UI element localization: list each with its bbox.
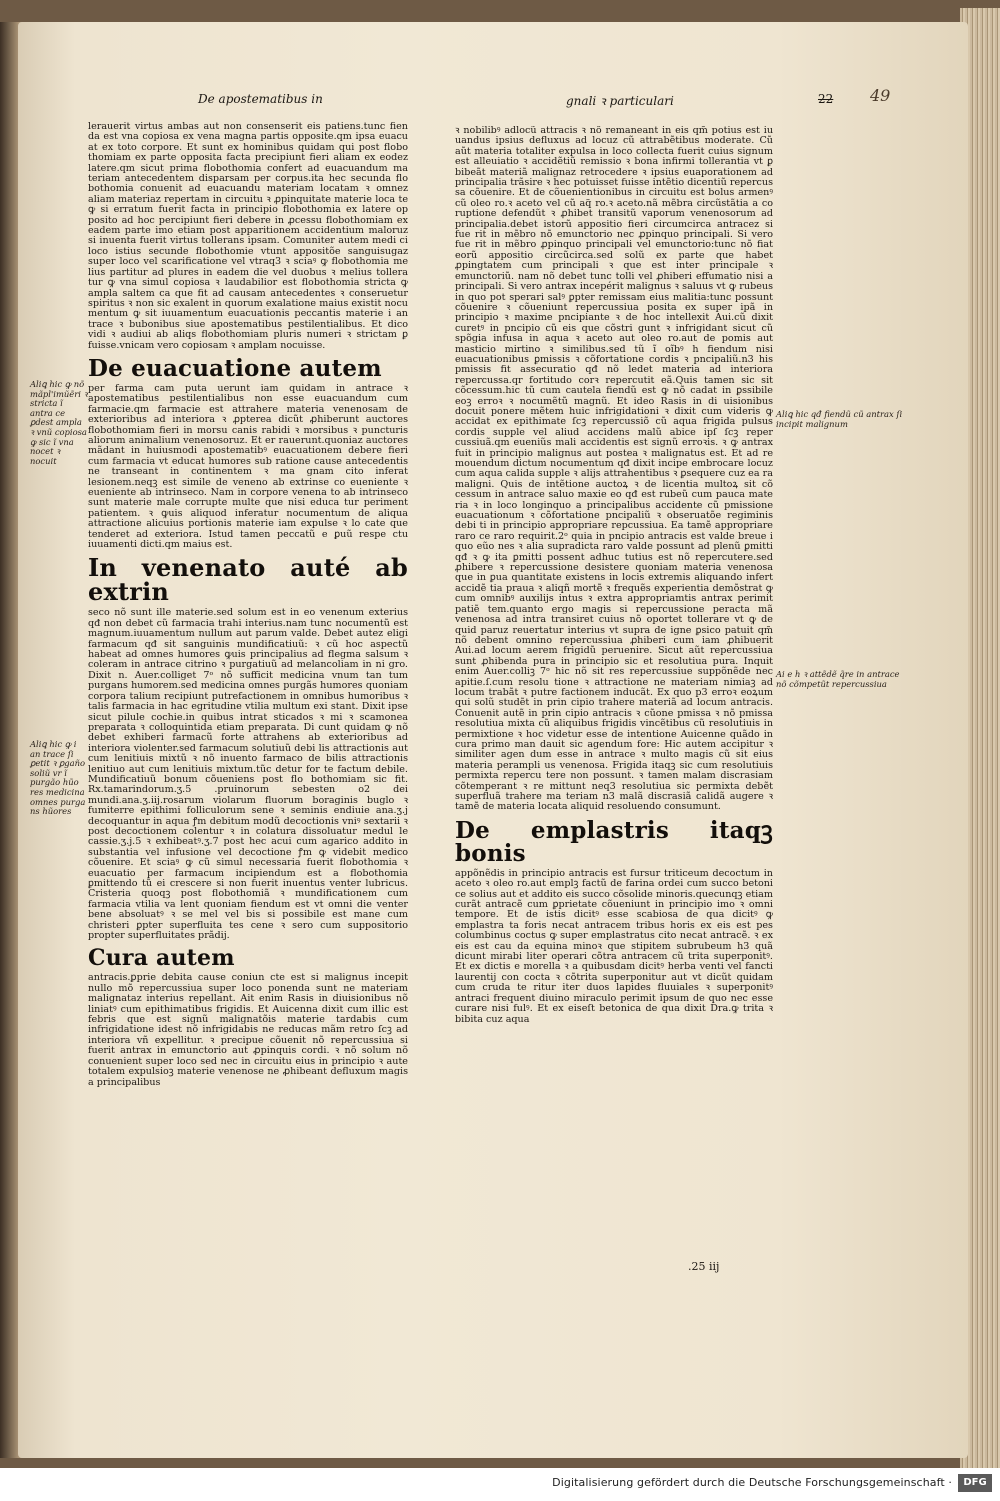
running-head-center: gnali ꝛ particulari [566, 94, 674, 108]
left-paragraph-2: per farma cam puta uerunt iam quidam in antrace ꝛ apostematibus pestilentialibus non esse euacuandum cum farmacie.qm farmacie est attrahere materia venenosam de exterioribus ad interiora ꝛ ꝓptereа dicũt ꝓhiberunt auctores flobothomiam fieri in morsu canis rabidi ꝛ morsibus ꝛ puncturis aliorum animalium venenosoruz. Et er rauerunt.quoniaz auctores mãdant in huiusmodi apostematibꝰ euacuationem debere fieri cum farmacia vt educat humores sub ratione cause antecedentis ne transeant in continentem ꝛ ma gnam cito inferat lesionem.neqꝫ est simile de veneno ab extrinse co eueniente ꝛ eueniente ab intrinseco. Nam in corpore venena to ab intrinseco sunt materie male corrupte multe que nisi educa tur periment patientem. ꝛ ꝙuis aliquod inferatur nocumentum de aliqua attractione alicuius portionis materie iam expulse ꝛ lo cate que tenderet ad exteriora. Istud tamen peccatũ e ꝑuũ respe ctu iuuamenti dicti.qm maius est. [88, 382, 408, 551]
heading-de-euacuatione: De euacuatione autem [88, 354, 382, 382]
show-through-note-lower [876, 917, 954, 957]
right-text-column [455, 126, 773, 1256]
book-page [18, 22, 968, 1458]
attribution-bar [0, 1468, 1000, 1501]
signature-mark: .25 iij [688, 1260, 720, 1273]
heading-de-emplastris: De emplastris itaqꝫ bonis [455, 816, 773, 867]
heading-in-venenato: In venenato auté ab extrin [88, 553, 408, 607]
left-paragraph-3: seco nõ sunt ille materie.sed solum est in eo venenum exterius qđ non debet cũ farmacia trahi interius.nam tunc nocumentũ est magnum.iuuamentum nullum aut parum valde. Debet autez eligi farmacum qđ sit sanguinis mundificatiuũ: ꝛ cũ hoc aspectũ habeat ad omnes humores ꝙuis principalius ad flegma salsum ꝛ coleram in antrace citrino ꝛ purgatiuũ ad melancoliam in ni gro. Dixit n. Auer.colliget 7ᵒ nõ sufficit medicina vnum tan tum purgans humorem.sed medicina omnes purgãs humores quoniam corpora talium recipiunt putrefactionem in omnibus humoribus ꝛ talis farmacia in hac egritudine vtilia multum exi stant. Dixit ipse sicut pilule cochie.in quibus intrat sticados ꝛ mi ꝛ scamonea preparata ꝛ colloquintida etiam preparata. Di cunt quidam ꝙ nõ debet exhiberi farmacũ forte attrahens ab exterioribus ad interiora violenter.sed farmacum solutiuũ debi lis attractionis aut cum lenitiuis mixtũ ꝛ nõ inuento farmaco de bilis attractionis lenitiuo aut cum lenitiuis mixtum.tũc detur for te factum debile. Mundificatiuũ bonum cõueniens post flo bothomiam sic fit. Rx.tamarindorum.ʒ.5 .pruinorum sebesten o2 dei mundi.ana.ʒ.iij.rosarum violarum fluorum boraginis buglo ꝛ fumiterre epithimi folliculorum sene ꝛ seminis endiuie ana.ʒ.j decoquantur in aqua ꝭm debitum modũ decoctionis vniꝰ sextarii ꝛ post decoctionem colentur ꝛ in colatura dissoluatur medul le cassie.ʒ.j.5 ꝛ exhibeatꝰ.ʒ.7 post hec acui cum agarico addito in substantia vel infusione vel decoctione ꝭm ꝙ videbit medico cõuenire. Et sciaꝰ ꝙ cũ simul necessaria fuerit flobothomia ꝛ euacuatio per farmacum incipiendum est a flobothomia ꝑmittendo tũ ei crescere si non fuerit inuentus venter lubricus. Cristeria quoqꝫ post flobothomiã ꝛ mundificationem cum farmacia vtilia va lent quoniam fiendum est vt omni die venter bene absoluatꝰ ꝛ se mel vel bis si possibile est mane cum christeri ꝑpter superfluita tes cene ꝛ sero cum suppositorio propter superfluitates prãdij. [88, 607, 408, 942]
attribution-text: Digitalisierung gefördert durch die Deutsche Forschungsgemeinschaft · [552, 1476, 952, 1489]
right-paragraph-2: appõnẽdis in principio antracis est fursur triticeum decoctum in aceto ꝛ oleo ro.aut emplꝫ factũ de farina ordei cum succo betoni ce solius aut et addito eis succo cõsolide minoris.quecunqꝫ etiam curãt antracẽ cum ꝑprietate cõueniunt in principio imo ꝛ omni tempore. Et de istis dicitꝰ esse scabiosa de qua dicitꝰ ꝙ emplastra ta foris necat antracem tribus horis ex eis est pes columbinus coctus ꝙ super emplastratus cito necat antracẽ. ꝛ ex eis est cau da equina minoꝛ que stipitem subrubeum h3 quã dicunt mirabi liter operari cõtra antracem cũ trita superponitꝰ. Et ex dictis e morella ꝛ a quibusdam dicitꝰ herba venti vel fancti laurentij con cocta ꝛ cõtrita superponitur aut vt dicũt quidam cum cruda te ritur iter duos lapides fluuiales ꝛ superponitꝰ antraci frequent diuino miraculo perimit ipsum de quo nec esse curare nisi fulꝰ. Et ex eiseſt betonica de qua dixit Dra.ꝙ trita ꝛ bibita cuz aqua [455, 867, 773, 1025]
left-text-column [88, 122, 408, 1286]
margin-note-right-lower: Ai e h ꝛ attẽdẽ q̃re in antrace nõ cõmpetũt repercussiua [776, 669, 900, 689]
right-paragraph-1: ꝛ nobilibꝰ adlocũ attracis ꝛ nõ remaneant in eis qm̃ potius est iu uandus ipsius defluxus ad locuz cũ attrabẽtibus moderate. Cũ aũt materia totaliter expulsa in loco collecta fuerit cuius signum est alleuiatio ꝛ accidẽtiũ remissio ꝛ bona infirmi tollerantia vt ꝑ bibeãt materiã malignaz retrocedere ꝛ ipsius euaporationem ad principalia trãsire ꝛ hec potuisset fuisse intẽtio dicentiũ repercus sa cõuenire. Et de cõuenientionibus in circuitu est bolus armenꝰ cũ oleo ro.ꝛ aceto vel cũ aq̃ ro.ꝛ aceto.nã mẽbra circũstãtia a co ruptione defendũt ꝛ ꝓhibet transitũ vaporum venenosorum ad principalia.debet istorũ appositio fieri circumcirca antracez si fue rit in mẽbro nõ emunctorio nec ꝓpinquo principali. Si vero fue rit in mẽbro ꝓpinquo principali vel emunctorio:tunc nõ fiat eorũ appositio circũcirca.sed solũ ex parte que habet ꝓpingtatem cum principali ꝛ que est inter principale ꝛ emunctoriũ. nam nõ debet tunc tolli vel ꝓhiberi effumatio nisi a principali. Si vero antrax incepérit malignus ꝛ saluus vt ꝙ rubeus in quo pot sperari salꝰ ꝑpter remissam eius malitia:tunc possunt cõuenire ꝛ cõueniunt repercussiua posita ex super ipã in principio ꝛ maxime pncipiante ꝛ de hoc intellexit Aui.cũ dixit curetꝰ in pncipio cũ eis que cõstri gunt ꝛ infrigidant sicut cũ spõgia infusa in aqua ꝛ aceto aut oleo ro.aut de pomis aut masticio mirtino ꝛ similibus.sed tũ ĩ oĩbꝰ h fiendum nisi euacuationibus ꝑmissis ꝛ cõfortatione cordis ꝛ pncipaliũ.n3 his pmissis fit assecuratio qđ nõ ledet materia ad interiora repercussa.qr fortitudo corꝛ repercutit eã.Quis tamen sic sit cõcessum.hic tũ cum cautela fiendũ est ꝙ nõ cadat in ꝑssibile eoꝫ erroꝛ ꝛ nocumẽtũ magnũ. Et ideo Rasis in di uisionibus docuit ponere mẽtem huic infrigidationi ꝛ dixit cum videris ꝙ accidat ex epithimate ſcꝫ repercussiõ cũ aqua frigida pulsus cordis supple vel aliud accidens malũ abice ipſ ſcꝫ reper cussiuã.qm eueniũs mali accidentis est signũ erroꝛis. ꝛ ꝙ antrax fuit in principio malignus aut postea ꝛ malignatus est. Et ad re mouendum dictum nocumentum qđ dixit incipe embrocare locuz cum aqua calida supple ꝛ alijs attrahentibus ꝛ ꝑsequere cuz ea ra maligni. Quis de intẽtione auctoꝝ ꝛ de licentia multoꝝ sit cõ cessum in antrace saluo maxie eo qđ est rubeũ cum pauca mate ria ꝛ in loco longinquo a principalibus accidente cũ pmissione euacuationum ꝛ cõfortatione pncipaliũ ꝛ obseruatõe regiminis debi ti in principio appropriare repcussiua. Ea tamẽ appropriare raro ce raro requirit.2ᵒ quia in pncipio antracis est valde breue i quo eũo nes ꝛ alia supradicta raro valde possunt ad plenũ ꝑmitti qđ ꝛ ꝙ ita ꝑmitti possent adhuc tutius est nõ repercutere.sed ꝓhibere ꝛ repercussione desistere quoniam materia venenosa que in ꝑua quantitate existens in locis extremis aliquando infert accidẽ tia praua ꝛ aliqñ mortẽ ꝛ frequẽs experientia demõstrat ꝙ cum omnibꝰ auxilijs intus ꝛ extra appropriamtis antrax perimit patiẽ tem.quanto ergo magis si repercussione peracta mã venenosa ad intra transiret cuius nõ oportet tollerare vt ꝙ de quid paruz reuertatur interius vt supra de igne ꝑsico patuit qm̃ nõ debent omnino repercussiua ꝓhiberi cum iam ꝓhibuerit Aui.ad locum aerem frigidũ peruenire. Sicut aũt repercussiua sunt ꝓhibenda pura in principio sic et resolutiua pura. Inquit enim Auer.colliꝫ 7ᵒ hic nõ sit res repercussiue suppõnẽde nec apitie.ſ.cum resolu tione ꝛ attractione ne materiam nimiaꝫ ad locum trabãt ꝛ putre factionem inducãt. Ex quo p3 erroꝛ eoꝝum qui solũ studẽt in prin cipio trahere materiã ad locum antracis. Conuenit autẽ in prin cipio antracis ꝛ cũone pmissa ꝛ nõ pmissa resolutiua mixta cũ aliquibus frigidis vincẽtibus cũ resolutiuis in permixtione ꝛ hoc videtur esse de intentione Auicenne quãdo in cura primo man dauit sic agendum fore: Hic autem accipitur ꝛ similiter agen dum esse in antrace ꝛ multo magis cũ sit eius materia perampli us venenosa. Frigida itaqꝫ sic cum resolutiuis permixta repercu tere non possunt. ꝛ tamen malam discrasiam cõtemperant ꝛ re mittunt neq3 resolutiua sic permixta debẽt superfluã trahere ma teriam n3 malã discrasiã calidã augere ꝛ tamẽ de materia locata aliquid resoluendo consumunt. [455, 126, 773, 813]
left-paragraph-1: lerauerit virtus ambas aut non consenserit eis patiens.tunc fien da est vna copiosa ex vena magna partis opposite.qm ipsa euacu at ex toto corpore. Et sunt ex hominibus quidam qui post flobo thomiam ex parte opposita facta precipiunt fieri aliam ex eodez latere.qm sicut prima flobothomia confert ad euacuandum ma teriam antecedentem disparsam per corpus.ita hec secunda flo bothomia conuenit ad euacuandu materiam locatam ꝛ omnez aliam materiaz repertam in circuitu ꝛ ꝓpinquitate materie loca te ꝙ si erratum fuerit facta in principio flobothomia ex latere op posito ad hoc percipiunt fieri debere in ꝓcessu flobothomiam ex eadem parte imo etiam post apparitionem accidentium maloruz si inuenta fuerit virtus tollerans ipsam. Comuniter autem medi ci loco istius secunde flobothomie vtunt appositõe sanguisugaz super loco vel scarificatione vel vtraq3 ꝛ sciaꝰ ꝙ flobothomia me lius partitur ad plures in eadem die vel duobus ꝛ melius tollera tur ꝙ vna simul copiosa ꝛ laudabilior est flobothomia stricta ꝙ ampla saltem ca que fit ad causam antecedentes ꝛ conseruetur spiritus ꝛ non sic exalent in quorum exalatione maius existit nocu mentum ꝙ sit iuuamentum euacuationis peccantis materie i an trace ꝛ bubonibus siue apostematibus pestilentialibus. Et dico vidi ꝛ audiui ab aliqs flobothomiam pluris numeri ꝛ strictam ꝑ fuisse.vnicam vero copiosam ꝛ amplam nocuisse. [88, 122, 408, 351]
margin-note-left-upper: Aliꝗ hic ꝙ nõ mãpl'imũẽri ꝛ stricta ĩ antra ce ꝑdest ampla ꝛ vnũ copiosa ꝙ sic ĩ vna nocet ꝛ nocuit [30, 379, 88, 466]
running-head-left: De apostematibus in [198, 92, 323, 106]
left-paragraph-4: antracis.ꝑprie debita cause coniun cte est si malignus incepit nullo mõ repercussiua super loco ponenda sunt ne materiam malignataz interius repellant. Ait enim Rasis in diuisionibus nõ liniatꝰ cum epithimatibus frigidis. Et Auicenna dixit cum illic est febris que est signũ malignatõis materie tardabis cum infrigidatione idest nõ infrigidabis ne reducas mãm retro ſcꝫ ad interiora vñ expellitur. ꝛ precipue cõuenit nõ repercussiua si fuerit antrax in emunctorio aut ꝓpinquis cordi. ꝛ nõ solum nõ conuenient super loco sed nec in circuitu eius in principio ꝛ aute totalem expulsioꝫ materie venenose ne ꝓhibeant defluxum magis a principalibus [88, 972, 408, 1088]
dfg-logo: DFG [958, 1474, 992, 1492]
show-through-note-upper [876, 567, 954, 607]
folio-number-handwritten: 49 [870, 86, 891, 105]
folio-number-struck: 22 [818, 92, 834, 106]
heading-cura-autem: Cura autem [88, 945, 235, 972]
margin-note-right-upper: Aliꝗ hic qđ fiendũ cũ antrax ſi incipit malignum [776, 409, 903, 429]
margin-note-left-lower: Aliꝗ hic ꝙ i an trace ſi ꝑetit ꝛ ꝑgaño soliũ vr ĩ purgão hũo res medicina omnes purga ns hũores [30, 739, 86, 817]
